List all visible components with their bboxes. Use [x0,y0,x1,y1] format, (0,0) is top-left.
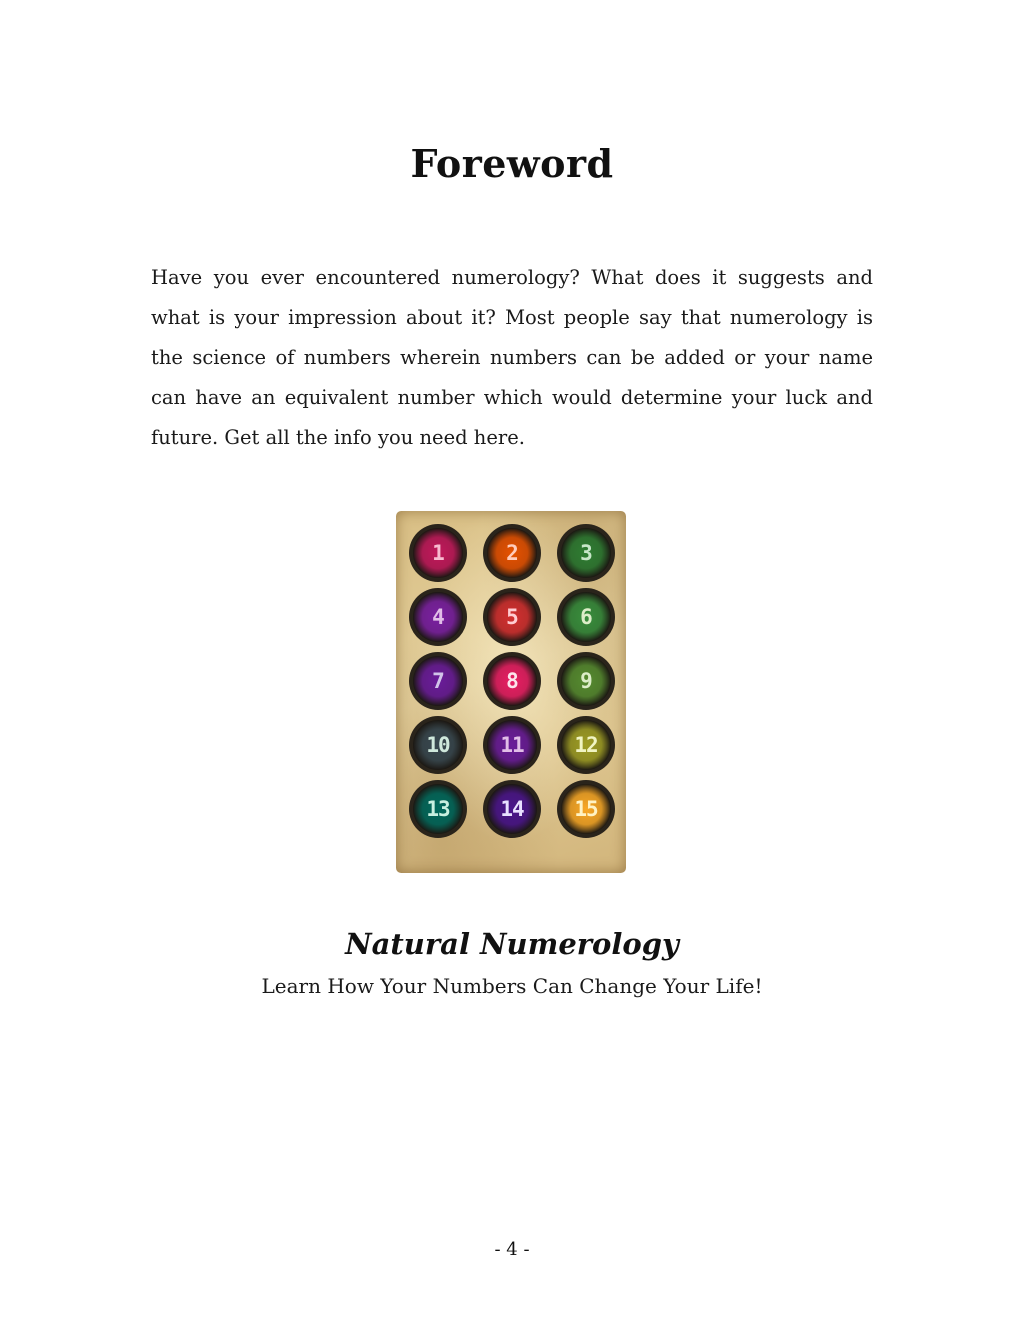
numpad-button-label: 7 [432,669,444,693]
numpad-button-label: 12 [574,733,598,757]
numpad-button-4 [409,588,467,646]
numpad-button-10 [409,716,467,774]
numpad-button-11 [483,716,541,774]
numpad-button-label: 6 [580,605,592,629]
numpad-button-label: 9 [580,669,592,693]
numpad-button-8 [483,652,541,710]
numpad-button-15 [557,780,615,838]
page-title: Foreword [410,141,614,186]
numpad-button-9 [557,652,615,710]
numpad-button-5 [483,588,541,646]
page-number: - 4 - [494,1239,530,1260]
numpad-button-label: 1 [432,541,444,565]
numpad-button-label: 4 [432,605,444,629]
intro-paragraph: Have you ever encountered numerology? What does it suggests and what is your impression about it? Most people say that numerology is the science of numbers wherein numbers can be added or your name can have an equivalent number which would determine your luck and future. Get all the info you need here. [151,266,873,449]
numerology-numpad-image [396,511,626,873]
numpad-button-14 [483,780,541,838]
numpad-button-label: 14 [500,797,524,821]
numpad-button-label: 3 [580,541,592,565]
numpad-button-label: 8 [506,669,518,693]
numpad-button-label: 5 [506,605,518,629]
numpad-illustration [396,511,626,873]
numpad-button-12 [557,716,615,774]
numpad-button-label: 2 [506,541,518,565]
numpad-button-2 [483,524,541,582]
numpad-button-3 [557,524,615,582]
numpad-button-label: 11 [500,733,524,757]
numpad-button-7 [409,652,467,710]
numpad-button-label: 13 [426,797,450,821]
numpad-button-13 [409,780,467,838]
book-title: Natural Numerology [345,927,679,961]
numpad-button-label: 10 [426,733,450,757]
numpad-button-1 [409,524,467,582]
numpad-button-6 [557,588,615,646]
book-subtitle: Learn How Your Numbers Can Change Your Life! [261,974,763,998]
numpad-button-label: 15 [574,797,598,821]
